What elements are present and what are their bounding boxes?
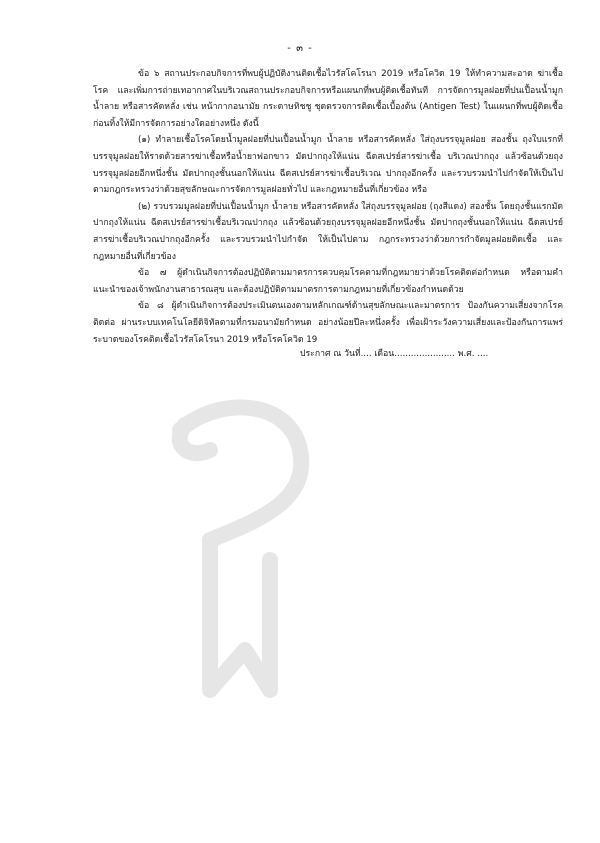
clause-6-item-2: (๒) รวบรวมมูลฝอยที่ปนเปื้อนน้ำมูก น้ำลาย หรือสารคัดหลั่ง ใส่ถุงบรรจุมูลฝอย (ถุงสีแดง) สองชั้น โดยถุงชั้นแรกมัดปากถุงให้แน่น ฉีดสเปรย์สารฆ่าเชื้อบริเวณปากถุง แล้วซ้อนด้วยถุงบรรจุมูลฝอยอีกหนึ่งชั้น มัดปากถุงชั้นนอกให้แน่น ฉีดสเปรย์สารฆ่าเชื้อบริเวณปากถุงอีกครั้ง และรวบรวมนำไปกำจัด ให้เป็นไปตาม กฎกระทรวงว่าด้วยการกำจัดมูลฝอยติดเชื้อ และกฎหมายอื่นที่เกี่ยวข้อง bbox=[93, 201, 563, 262]
clause-8: ข้อ ๘ ผู้ดำเนินกิจการต้องประเมินตนเองตามหลักเกณฑ์ด้านสุขลักษณะและมาตรการ ป้องกันความเสี่ยงจากโรคติดต่อ ผ่านระบบเทคโนโลยีดิจิทัลตามที่กรมอนามัยกำหนด อย่างน้อยปีละหนึ่งครั้ง เพื่อเฝ้าระวังความเสี่ยงและป้องกันการแพร่ระบาดของโรคติดเชื้อไวรัสโคโรนา 2019 หรือโรคโควิด 19 bbox=[93, 301, 563, 345]
clause-6-item-1: (๑) ทำลายเชื้อโรคโดยน้ำมูลฝอยที่ปนเปื้อนน้ำมูก น้ำลาย หรือสารคัดหลั่ง ใส่ถุงบรรจุมูลฝอย สองชั้น ถุงใบแรกที่บรรจุมูลฝอยให้ราดด้วยสารฆ่าเชื้อหรือน้ำยาฟอกขาว มัดปากถุงให้แน่น ฉีดสเปรย์สารฆ่าเชื้อ บริเวณปากถุง แล้วซ้อนด้วยถุงบรรจุมูลฝอยอีกหนึ่งชั้น มัดปากถุงชั้นนอกให้แน่น ฉีดสเปรย์สารฆ่าเชื้อบริเวณ ปากถุงอีกครั้ง และรวบรวมนำไปกำจัดให้เป็นไปตามกฎกระทรวงว่าด้วยสุขลักษณะการจัดการมูลฝอยทั่วไป และกฎหมายอื่นที่เกี่ยวข้อง หรือ bbox=[93, 135, 563, 196]
announcement-date-line: ประกาศ ณ วันที่.... เดือน...................... พ.ศ. .... bbox=[300, 349, 489, 359]
draft-watermark bbox=[150, 390, 320, 720]
clause-6: ข้อ ๖ สถานประกอบกิจการที่พบผู้ปฏิบัติงานติดเชื้อไวรัสโคโรนา 2019 หรือโควิด 19 ให้ทำความสะอาด ฆ่าเชื้อโรค และเพิ่มการถ่ายเทอากาศในบริเวณสถานประกอบกิจการหรือแผนกที่พบผู้ติดเชื้อทันที การจัดการมูลฝอยที่ปนเปื้อนน้ำมูก น้ำลาย หรือสารคัดหลั่ง เช่น หน้ากากอนามัย กระดาษทิชชู ชุดตรวจการติดเชื้อเบื้องต้น (Antigen Test) ในแผนกที่พบผู้ติดเชื้อ ก่อนทิ้งให้มีการจัดการอย่างใดอย่างหนึ่ง ดังนี้ bbox=[93, 69, 563, 129]
document-body bbox=[93, 66, 563, 348]
page-number: - ๓ - bbox=[287, 43, 313, 54]
clause-7: ข้อ ๗ ผู้ดำเนินกิจการต้องปฏิบัติตามมาตรการควบคุมโรคตามที่กฎหมายว่าด้วยโรคติดต่อกำหนด หรือตามคำแนะนำของเจ้าพนักงานสาธารณสุข และต้องปฏิบัติตามมาตรการตามกฎหมายที่เกี่ยวข้องกำหนดด้วย bbox=[93, 268, 563, 295]
